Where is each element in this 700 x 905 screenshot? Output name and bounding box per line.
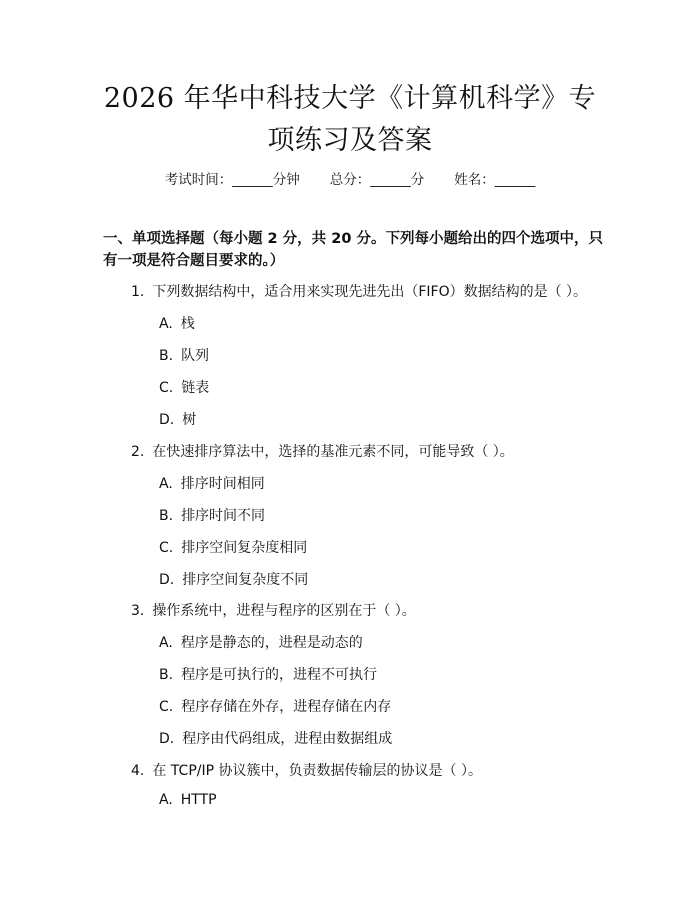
- exam-meta: [0, 168, 700, 188]
- question-3-option-c: [159, 696, 391, 716]
- question-number: 1.: [131, 284, 145, 300]
- question-1-option-d: [159, 409, 196, 429]
- question-4: [131, 760, 482, 780]
- option-text: 链表: [181, 380, 210, 396]
- question-number: 4.: [131, 763, 145, 779]
- question-text: 在快速排序算法中，选择的基准元素不同，可能导致（ ）。: [152, 444, 514, 460]
- question-number: 2.: [131, 444, 145, 460]
- option-text: 排序空间复杂度不同: [182, 572, 309, 588]
- question-2-option-c: [159, 537, 307, 557]
- question-2-option-d: [159, 569, 308, 589]
- option-text: HTTP: [180, 792, 217, 808]
- question-2: [131, 441, 514, 461]
- page-title: 2026 年华中科技大学《计算机科学》专项练习及答案: [103, 83, 597, 156]
- question-1: [131, 281, 587, 301]
- option-text: 队列: [181, 348, 210, 364]
- question-text: 在 TCP/IP 协议簇中，负责数据传输层的协议是（ ）。: [152, 763, 482, 779]
- section-heading: 一、单项选择题（每小题 2 分，共 20 分。下列每小题给出的四个选项中，只有一项是符合题目要求的。）: [103, 231, 603, 269]
- option-text: 程序由代码组成，进程由数据组成: [182, 731, 393, 747]
- question-1-option-c: [159, 377, 209, 397]
- option-letter: A.: [159, 316, 173, 332]
- option-letter: A.: [159, 476, 173, 492]
- option-letter: C.: [159, 540, 174, 556]
- total-score-label: 总分：______分: [329, 172, 425, 188]
- question-number: 3.: [131, 603, 145, 619]
- question-3: [131, 600, 416, 620]
- option-text: 排序时间不同: [181, 508, 266, 524]
- question-text: 下列数据结构中，适合用来实现先进先出（FIFO）数据结构的是（ ）。: [152, 284, 588, 300]
- option-letter: B.: [159, 348, 174, 364]
- option-letter: B.: [159, 667, 174, 683]
- option-text: 程序存储在外存，进程存储在内存: [181, 699, 392, 715]
- option-text: 程序是可执行的，进程不可执行: [181, 667, 378, 683]
- name-label: 姓名：______: [454, 172, 536, 188]
- question-1-option-a: [159, 313, 195, 333]
- option-letter: D.: [159, 731, 175, 747]
- question-3-option-b: [159, 664, 377, 684]
- question-3-option-d: [159, 728, 392, 748]
- exam-time-label: 考试时间：______分钟: [164, 172, 300, 188]
- option-letter: C.: [159, 380, 174, 396]
- question-4-option-a: [159, 792, 217, 808]
- option-letter: B.: [159, 508, 174, 524]
- question-2-option-b: [159, 505, 265, 525]
- option-text: 程序是静态的，进程是动态的: [180, 635, 363, 651]
- question-2-option-a: [159, 473, 265, 493]
- option-letter: A.: [159, 635, 173, 651]
- question-1-option-b: [159, 345, 209, 365]
- option-letter: A.: [159, 792, 173, 808]
- option-text: 排序空间复杂度相同: [181, 540, 308, 556]
- option-text: 栈: [180, 316, 195, 332]
- option-letter: D.: [159, 412, 175, 428]
- option-letter: C.: [159, 699, 174, 715]
- option-letter: D.: [159, 572, 175, 588]
- option-text: 排序时间相同: [180, 476, 265, 492]
- question-text: 操作系统中，进程与程序的区别在于（ ）。: [152, 603, 416, 619]
- question-3-option-a: [159, 632, 363, 652]
- option-text: 树: [182, 412, 197, 428]
